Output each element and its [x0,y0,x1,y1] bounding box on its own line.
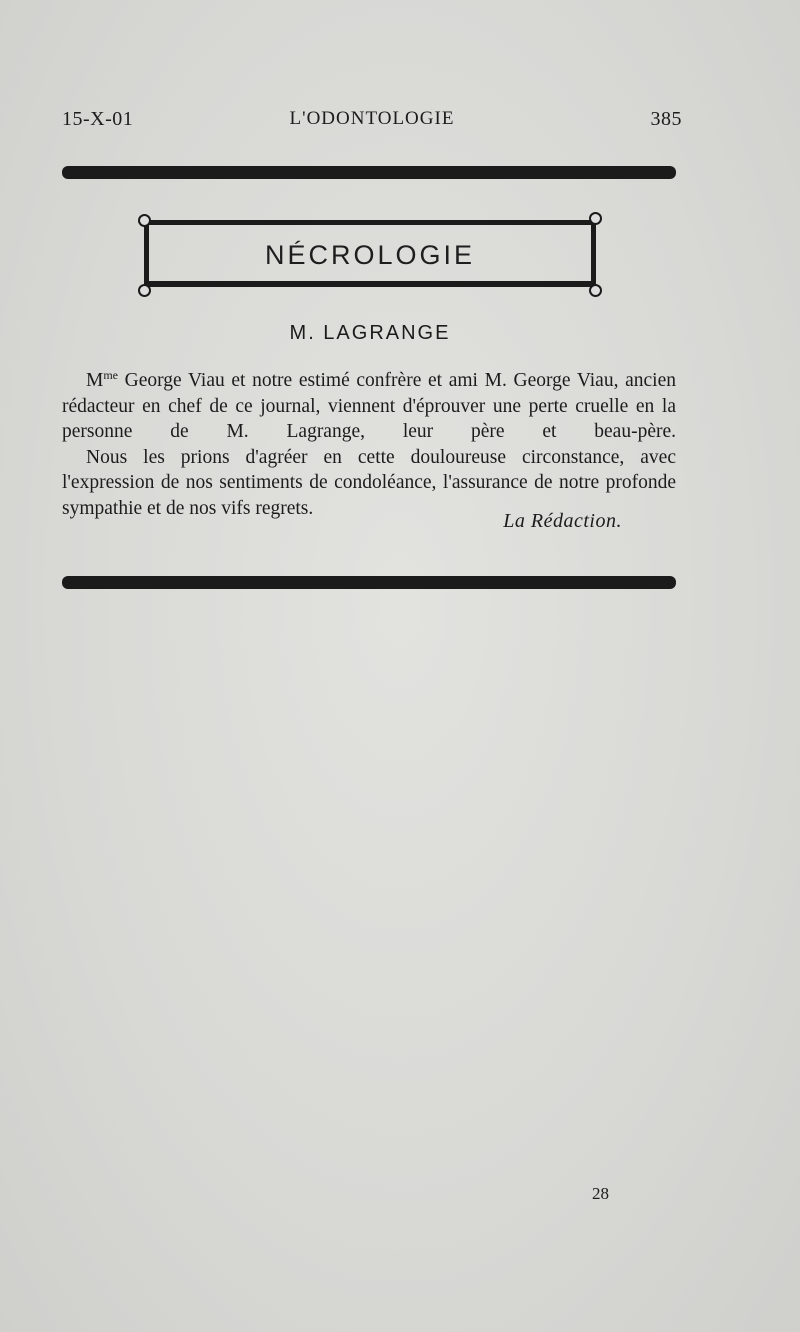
signature-mark: 28 [592,1184,609,1203]
paragraph-2: Nous les prions d'agréer en cette douloureuse circonstance, avec l'expression de nos sentiments de condoléance, l'assurance de notre profonde sympathie et de nos vifs regrets. [62,446,676,519]
top-rule [62,166,676,179]
paragraph-1-line-1: George Viau et notre estimé confrère et ami M. George [118,370,571,391]
frame-corner-ring [589,212,602,225]
honorific-superscript: me [103,368,119,382]
header-page-number: 385 [650,108,682,130]
article-body [62,368,676,521]
signature: La Rédaction. [503,510,622,532]
header-journal-title: L'ODONTOLOGIE [289,108,455,129]
frame-bar-bottom [144,281,596,287]
frame-corner-ring [138,284,151,297]
frame-corner-ring [589,284,602,297]
frame-bar-top [144,220,596,225]
running-header [62,108,682,136]
bottom-rule [62,576,676,589]
paragraph-1 [62,368,676,445]
section-title: NÉCROLOGIE [264,240,476,270]
article-title: M. LAGRANGE [289,322,451,344]
frame-corner-ring [138,214,151,227]
header-date: 15-X-01 [62,108,134,130]
paragraph-1-rest: Viau, ancien rédacteur en chef de ce journal, viennent d'éprouver une perte cruelle en la personne de M. Lagrange, leur père et beau-père. [62,370,676,442]
honorific: M [86,370,104,391]
section-title-frame [138,212,602,294]
